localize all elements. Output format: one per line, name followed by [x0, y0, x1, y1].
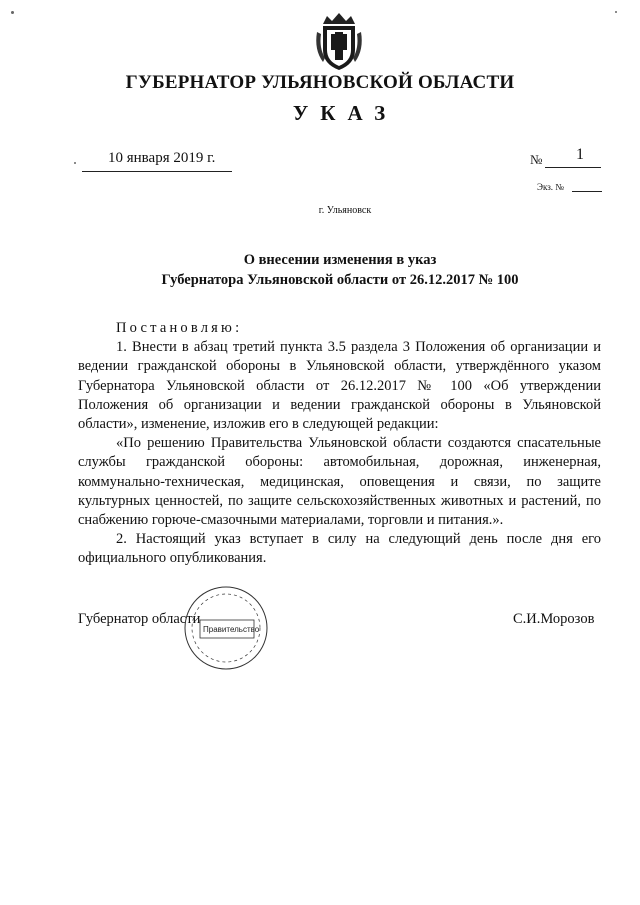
- document-type-title: УКАЗ: [292, 101, 398, 125]
- subject-line-1: О внесении изменения в указ: [243, 252, 437, 268]
- signatory-name: С.И.Морозов: [513, 611, 595, 627]
- decree-subject: [0, 250, 640, 290]
- resolution-phrase: Постановляю:: [116, 320, 243, 336]
- paragraph-item-1: 1. Внести в абзац третий пункта 3.5 раздела 3 Положения об организации и ведении гражданской обороны в Ульяновской области, утверждённого указом Губернатора Ульяновской области от 26.12.2017 № 100 «Об утверждении Положения об организации и ведении гражданской обороны в Ульяновской области», изменение, изложив его в следующей редакции:: [78, 339, 601, 433]
- decree-number-value: 1: [576, 146, 584, 163]
- coat-of-arms-emblem: [313, 10, 365, 72]
- seal-text: Правительство: [203, 625, 260, 634]
- issue-city: г. Ульяновск: [318, 205, 372, 216]
- scan-speck: [11, 11, 14, 14]
- decree-number-label: №: [530, 152, 543, 167]
- scan-speck: [615, 11, 617, 13]
- copy-number-underline: [572, 191, 602, 192]
- decree-body: [78, 319, 601, 569]
- issuing-authority-title: ГУБЕРНАТОР УЛЬЯНОВСКОЙ ОБЛАСТИ: [125, 72, 515, 93]
- paragraph-quote: «По решению Правительства Ульяновской области создаются спасательные службы гражданской обороны: автомобильная, дорожная, инженерная, коммунально-техническая, медицинская, оповещения и связи, по защите культурных ценностей, по защите сельскохозяйственных животных и растений, по снабжению горюче-смазочными материалами, торговли и питания.».: [78, 435, 601, 529]
- scan-speck: [74, 162, 76, 164]
- decree-date: 10 января 2019 г.: [108, 150, 216, 166]
- number-underline: [545, 167, 601, 168]
- subject-line-2: Губернатора Ульяновской области от 26.12.2017 № 100: [161, 272, 519, 288]
- date-underline: [82, 171, 232, 172]
- paragraph-item-2: 2. Настоящий указ вступает в силу на следующий день после дня его официального опубликования.: [78, 531, 601, 567]
- copy-number-label: Экз. №: [537, 182, 564, 192]
- signatory-position: Губернатор области: [78, 611, 201, 627]
